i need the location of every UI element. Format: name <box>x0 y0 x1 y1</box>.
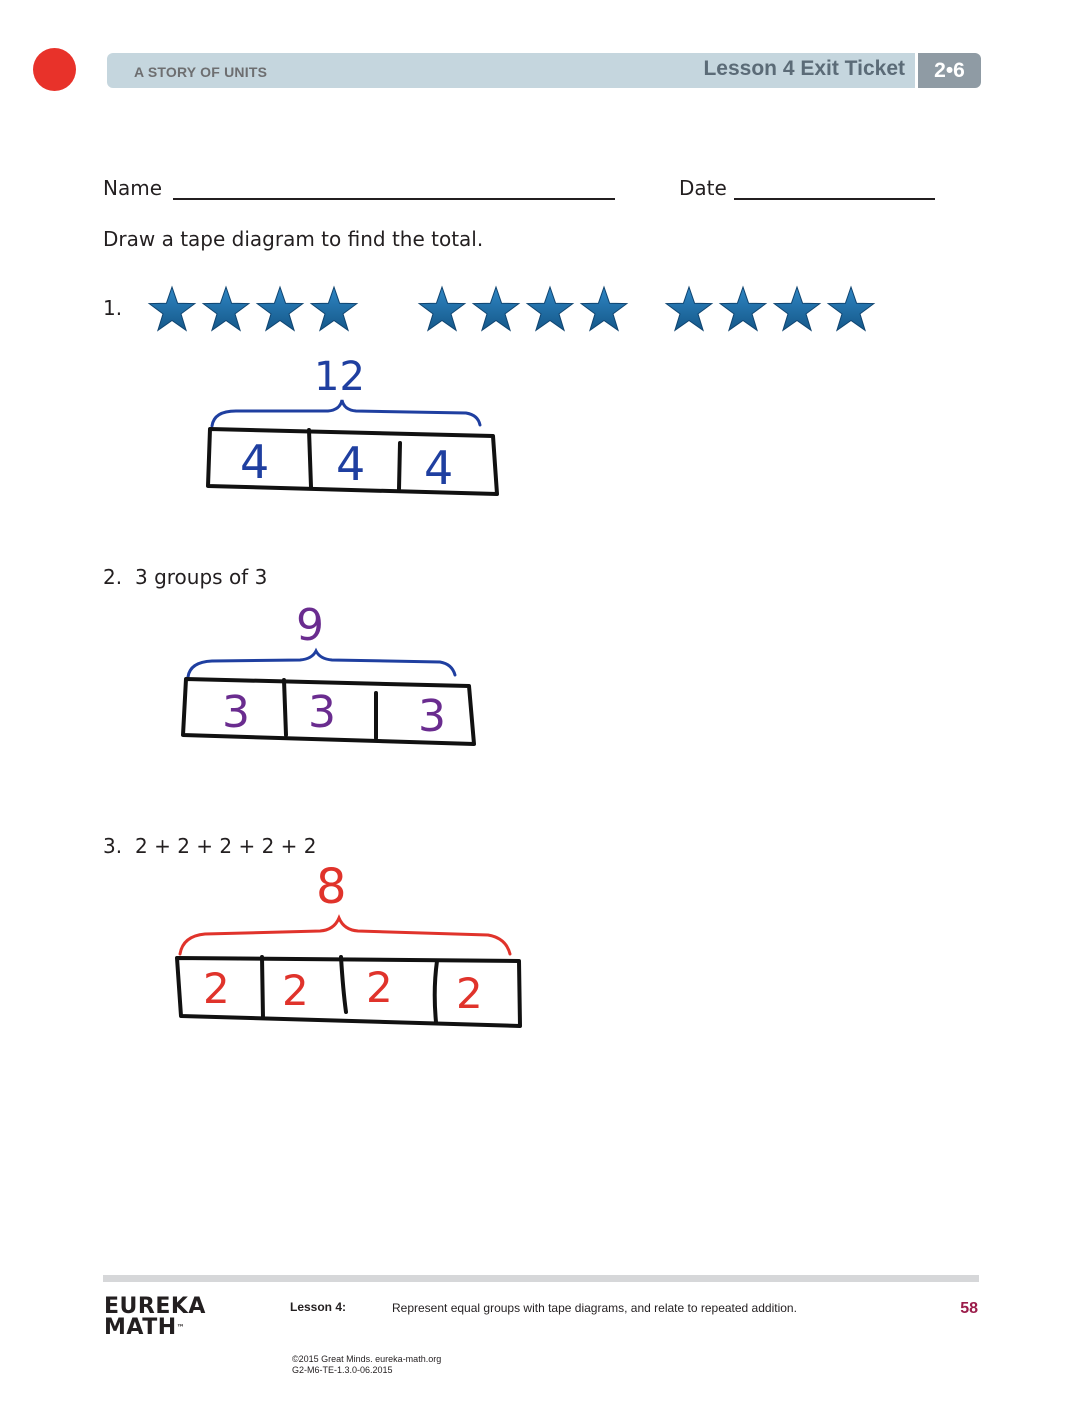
series-title: A STORY OF UNITS <box>134 64 268 80</box>
problem-2-part-1: 3 <box>222 687 250 738</box>
problem-2-part-2: 3 <box>308 687 336 738</box>
problem-2-part-3: 3 <box>418 691 446 742</box>
problem-1-tape-diagram <box>208 354 497 495</box>
star-icon <box>581 287 627 330</box>
problem-3-part-2: 2 <box>282 966 309 1015</box>
problem-1-part-2: 4 <box>336 437 366 491</box>
problem-3-prompt: 2 + 2 + 2 + 2 + 2 <box>135 834 317 858</box>
problem-2-total: 9 <box>296 600 324 651</box>
logo-line-1: EUREKA <box>104 1294 206 1319</box>
problem-3-part-3: 2 <box>366 963 393 1012</box>
star-icon <box>720 287 766 330</box>
star-icon <box>774 287 820 330</box>
star-icon <box>828 287 874 330</box>
star-icon <box>527 287 573 330</box>
problem-3-total: 8 <box>316 859 347 915</box>
problem-1-total: 12 <box>314 354 365 400</box>
eureka-math-logo: EUREKA MATH™ <box>104 1294 206 1340</box>
copyright-text: ©2015 Great Minds. eureka-math.org <box>292 1354 442 1364</box>
lesson-title: Lesson 4 Exit Ticket <box>703 57 905 80</box>
problem-3-part-4: 2 <box>456 969 483 1018</box>
problem-1-number: 1. <box>103 296 123 320</box>
star-icon <box>203 287 249 330</box>
problem-3-tape-diagram <box>177 859 520 1026</box>
doc-code: G2-M6-TE-1.3.0-06.2015 <box>292 1365 393 1375</box>
footer-lesson-label: Lesson 4: <box>290 1300 347 1314</box>
problem-2-number: 2. <box>103 565 123 589</box>
star-icon <box>257 287 303 330</box>
star-icon <box>149 287 195 330</box>
problem-3-part-1: 2 <box>203 964 230 1013</box>
problem-3-number: 3. <box>103 834 123 858</box>
problem-2-brace <box>188 651 455 677</box>
date-label: Date <box>679 176 727 200</box>
problem-2-prompt: 3 groups of 3 <box>135 565 268 589</box>
grade-module-badge: 2•6 <box>918 53 981 88</box>
page-number: 58 <box>960 1300 978 1317</box>
logo-line-2: MATH <box>104 1315 177 1340</box>
instructions: Draw a tape diagram to find the total. <box>103 227 484 251</box>
problem-1-part-1: 4 <box>240 435 270 489</box>
footer-rule <box>103 1275 979 1282</box>
star-groups <box>149 287 874 330</box>
footer-lesson-description: Represent equal groups with tape diagrams, and relate to repeated addition. <box>392 1301 797 1315</box>
footer-copyright <box>292 1354 441 1376</box>
name-label: Name <box>103 176 163 200</box>
star-icon <box>473 287 519 330</box>
problem-2-tape-diagram <box>183 600 474 744</box>
problem-1-part-3: 4 <box>424 441 454 495</box>
star-icon <box>311 287 357 330</box>
star-icon <box>419 287 465 330</box>
problem-1-brace <box>212 400 480 426</box>
star-icon <box>666 287 712 330</box>
problem-3-brace <box>180 918 510 954</box>
